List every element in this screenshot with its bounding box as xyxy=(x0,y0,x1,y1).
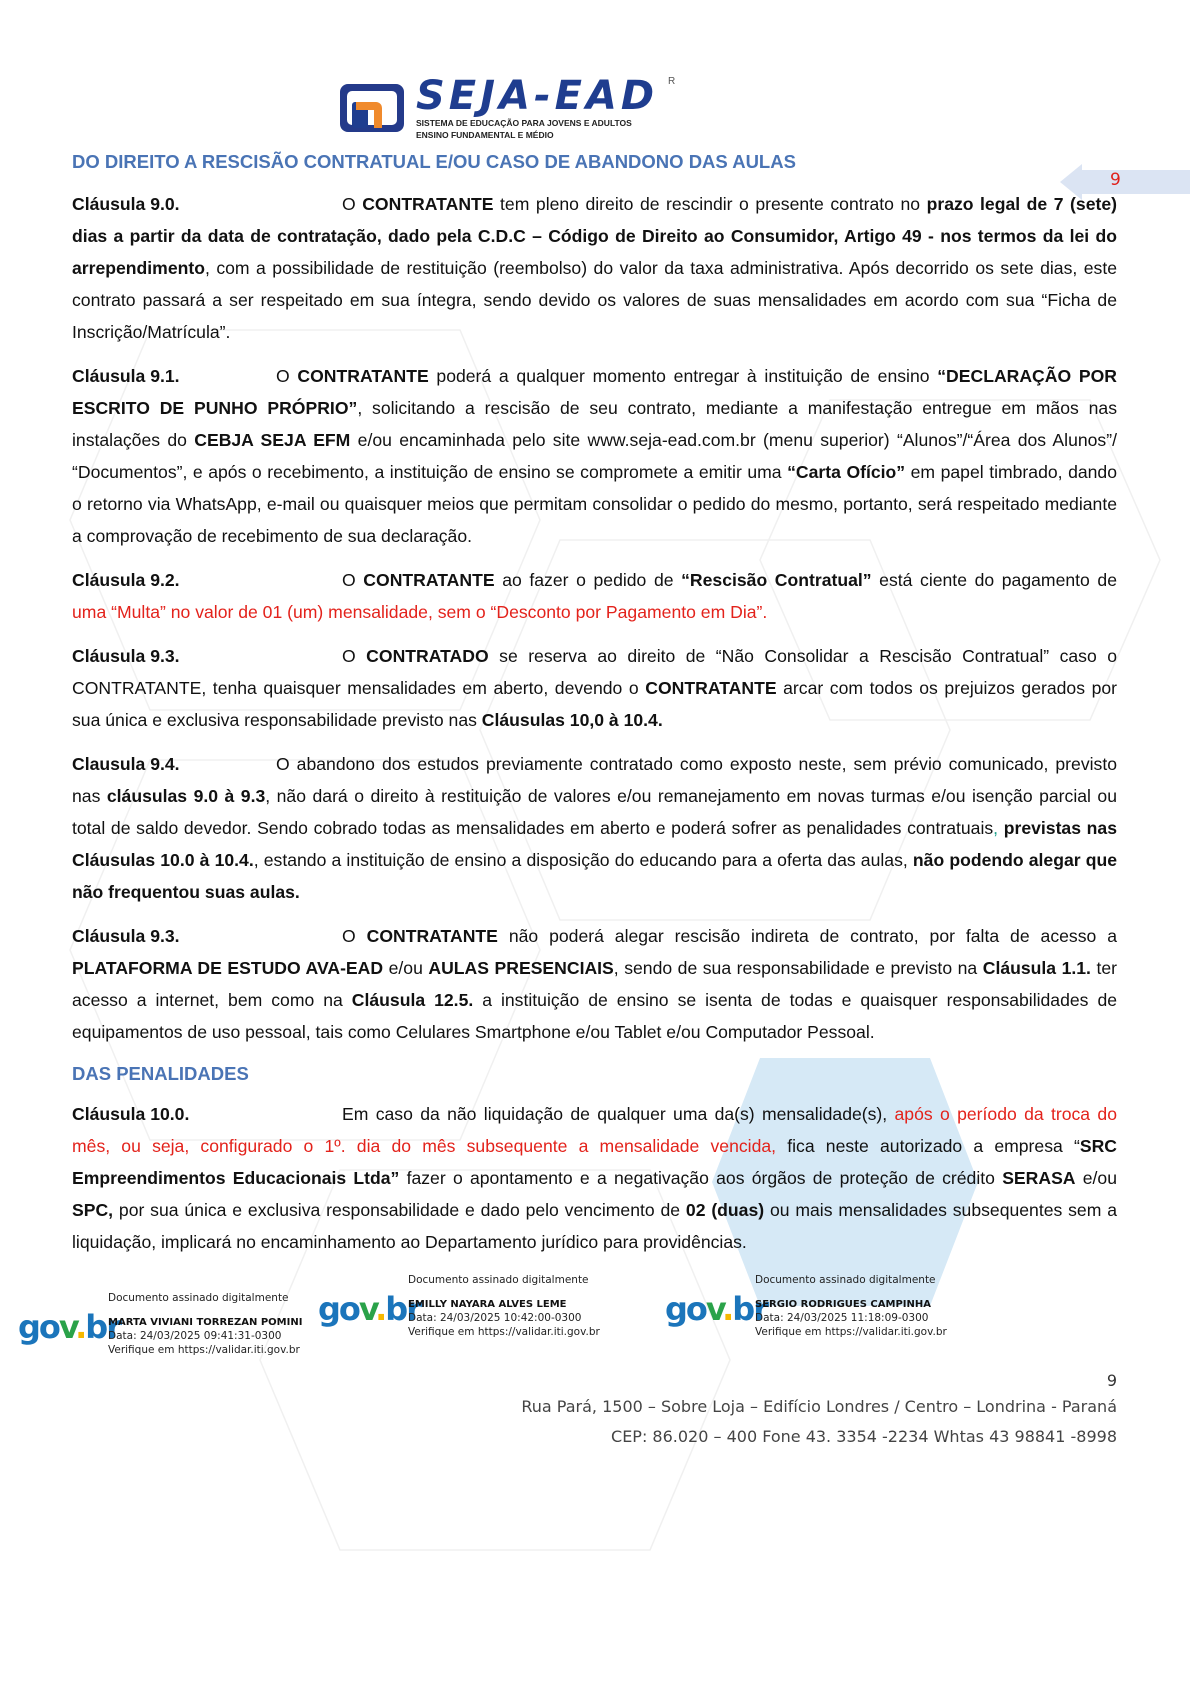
clause-text: Em caso da não liquidação de qualquer uma da(s) mensalidade(s), xyxy=(342,1104,895,1124)
clause-text: O xyxy=(342,646,367,666)
signer-name: EMILLY NAYARA ALVES LEME xyxy=(408,1299,567,1310)
footer-page-number: 9 xyxy=(1106,1371,1117,1390)
govbr-logo: gov.br xyxy=(318,1290,420,1328)
clause-text: fica neste autorizado a empresa “ xyxy=(776,1136,1080,1156)
logo-subtitle-2: ENSINO FUNDAMENTAL E MÉDIO xyxy=(416,130,554,140)
clause-label: Cláusula 9.0. xyxy=(72,194,180,214)
clause-text: e/ou encaminhada pelo site www.seja-ead.com.br (menu superior) “Alunos”/“Área dos Alunos”/ “Documentos”, e após o recebimento, a instituição de ensino se compromete a emitir uma xyxy=(72,430,1117,482)
clause-text-bold: “DECLARAÇÃO POR ESCRITO DE PUNHO PRÓPRIO” xyxy=(72,366,1117,418)
clause-text: ao fazer o pedido de xyxy=(494,570,682,590)
signature-verify-link[interactable]: Verifique em https://validar.iti.gov.br xyxy=(408,1326,600,1338)
logo-registered-mark: R xyxy=(668,76,676,87)
page-footer xyxy=(72,1370,1117,1452)
clause-text-bold: CONTRATANTE xyxy=(362,194,494,214)
clause-text: poderá a qualquer momento entregar à instituição de ensino xyxy=(428,366,938,386)
clause-text-bold: SRC Empreendimentos Educacionais Ltda” xyxy=(72,1136,1117,1188)
clause-text: não poderá alegar rescisão indireta de contrato, por falta de acesso a xyxy=(497,926,1117,946)
govbr-logo: gov.br xyxy=(665,1290,767,1328)
clause-text: arcar com todos os prejuizos gerados por sua única e exclusiva responsabilidade previsto nas xyxy=(72,678,1118,730)
clause-text-bold: CONTRATANTE xyxy=(297,366,429,386)
clause-label: Cláusula 9.3. xyxy=(72,926,180,946)
clause-text: e/ou xyxy=(383,958,429,978)
logo-subtitle-1: SISTEMA DE EDUCAÇÃO PARA JOVENS E ADULTOS xyxy=(416,118,632,128)
signature-block-3 xyxy=(665,1270,965,1360)
clause-label: Cláusula 10.0. xyxy=(72,1104,190,1124)
clause-text: está ciente do pagamento de xyxy=(871,570,1117,590)
section-1-title-row xyxy=(72,150,1121,190)
clause-text: O xyxy=(342,194,363,214)
signature-verify-link[interactable]: Verifique em https://validar.iti.gov.br xyxy=(108,1344,300,1356)
signer-name: SERGIO RODRIGUES CAMPINHA xyxy=(755,1299,931,1310)
clause-text-bold: CONTRATANTE xyxy=(363,570,495,590)
clause-text-bold: “Rescisão Contratual” xyxy=(681,570,872,590)
signature-date: Data: 24/03/2025 11:18:09-0300 xyxy=(755,1312,929,1324)
clause-label: Cláusula 9.2. xyxy=(72,570,180,590)
clause-text-bold: prazo legal de 7 (sete) dias a partir da data de contratação, dado pela C.D.C – Código de Direito ao Consumidor, Artigo 49 - nos termos da lei do arrependimento xyxy=(72,194,1117,278)
page-tab-arrow-icon xyxy=(1060,164,1190,200)
clause-9-1 xyxy=(72,360,1117,552)
clause-text-highlight: após o período da troca do mês, ou seja, configurado o 1º. dia do mês subsequente a mensalidade vencida, xyxy=(72,1104,1117,1156)
logo-brand-text: SEJA-EAD xyxy=(416,73,659,119)
clause-text: , xyxy=(993,818,999,838)
clause-text: ou mais mensalidades subsequentes sem a liquidação, implicará no encaminhamento ao Departamento jurídico para providências. xyxy=(72,1200,1117,1252)
section-title-rescisao: DO DIREITO A RESCISÃO CONTRATUAL E/OU CASO DE ABANDONO DAS AULAS xyxy=(72,151,796,172)
clause-label: Cláusula 9.3. xyxy=(72,646,180,666)
clause-text: a instituição de ensino se isenta de todas e quaisquer responsabilidades de equipamentos de uso pessoal, tais como Celulares Smartphone e/ou Tablet e/ou Computador Pessoal. xyxy=(72,990,1118,1042)
seja-ead-logo xyxy=(338,73,676,140)
clause-text: por sua única e exclusiva responsabilidade e dado pelo vencimento de xyxy=(113,1200,686,1220)
clause-text: O xyxy=(342,926,367,946)
page-number-tab xyxy=(1060,164,1190,200)
section-title-penalidades: DAS PENALIDADES xyxy=(72,1063,249,1084)
govbr-logo: gov.br xyxy=(18,1308,120,1346)
clause-text: ter acesso a internet, bem como na xyxy=(72,958,1117,1010)
clause-text-bold: SERASA xyxy=(1002,1168,1076,1188)
clause-text-bold: “Carta Ofício” xyxy=(787,462,906,482)
clause-text: O abandono dos estudos previamente contratado como exposto neste, sem prévio comunicado, previsto nas xyxy=(72,754,1117,806)
clause-text: O xyxy=(342,570,364,590)
page-header xyxy=(72,73,1117,146)
clause-10-0 xyxy=(72,1098,1117,1258)
signature-verify-link[interactable]: Verifique em https://validar.iti.gov.br xyxy=(755,1326,947,1338)
signature-caption: Documento assinado digitalmente xyxy=(108,1292,289,1304)
clause-9-4 xyxy=(72,748,1117,908)
clause-text-bold: Cláusulas 10,0 à 10.4. xyxy=(481,710,663,730)
clause-text-bold: PLATAFORMA DE ESTUDO AVA-EAD xyxy=(72,958,384,978)
clause-9-2 xyxy=(72,564,1117,628)
clause-text-bold: CONTRATADO xyxy=(366,646,489,666)
signature-date: Data: 24/03/2025 09:41:31-0300 xyxy=(108,1330,282,1342)
clause-text-bold: CEBJA SEJA EFM xyxy=(194,430,351,450)
signature-block-1 xyxy=(18,1288,318,1378)
signature-caption: Documento assinado digitalmente xyxy=(755,1274,936,1286)
clause-text-bold: AULAS PRESENCIAIS xyxy=(428,958,614,978)
clause-9-3 xyxy=(72,640,1117,736)
clause-text: O xyxy=(276,366,298,386)
clause-text: em papel timbrado, dando o retorno via WhatsApp, e-mail ou quaisquer meios que permitam consolidar o pedido do mesmo, portanto, será respeitado mediante a comprovação de recebimento de sua declaração. xyxy=(72,462,1117,546)
clause-text-bold: cláusulas 9.0 à 9.3 xyxy=(106,786,266,806)
page-tab-number: 9 xyxy=(1110,170,1121,190)
clause-text-bold: SPC, xyxy=(72,1200,114,1220)
clause-text: , não dará o direito à restituição de valores e/ou remanejamento em novas turmas e/ou isenção parcial ou total de saldo devedor. Sendo cobrado todas as mensalidades em aberto e poderá sofrer as penalidades contratuais xyxy=(72,786,1118,838)
clause-text-highlight: uma “Multa” no valor de 01 (um) mensalidade, sem o “Desconto por Pagamento em Dia”. xyxy=(72,602,768,622)
clause-9-3-b xyxy=(72,920,1117,1048)
clause-label: Cláusula 9.1. xyxy=(72,366,180,386)
clause-text-bold: 02 (duas) xyxy=(685,1200,765,1220)
clause-label: Clausula 9.4. xyxy=(72,754,180,774)
clause-text: , solicitando a rescisão de seu contrato, mediante a manifestação entregue em mãos nas instalações do xyxy=(72,398,1117,450)
clause-text: , com a possibilidade de restituição (reembolso) do valor da taxa administrativa. Após decorrido os sete dias, este contrato passará a ser respeitado em sua íntegra, sendo devido os valores de suas mensalidades em acordo com sua “Ficha de Inscrição/Matrícula”. xyxy=(72,258,1117,342)
clause-text: , estando a instituição de ensino a disposição do educando para a oferta das aulas, xyxy=(253,850,913,870)
clause-text: e/ou xyxy=(1075,1168,1118,1188)
clause-text-bold: não podendo alegar que não frequentou suas aulas. xyxy=(72,850,1118,902)
clause-9-0 xyxy=(72,188,1117,348)
clause-text-bold: CONTRATANTE xyxy=(366,926,498,946)
logo-mark-icon xyxy=(338,82,406,134)
signatures-row xyxy=(18,1270,1117,1366)
signature-date: Data: 24/03/2025 10:42:00-0300 xyxy=(408,1312,582,1324)
clause-text-bold: Cláusula 1.1. xyxy=(982,958,1091,978)
clause-text: tem pleno direito de rescindir o presente contrato no xyxy=(493,194,927,214)
clause-text: , sendo de sua responsabilidade e previsto na xyxy=(613,958,983,978)
clause-text: se reserva ao direito de “Não Consolidar a Rescisão Contratual” caso o CONTRATANTE, tenha quaisquer mensalidades em aberto, devendo o xyxy=(72,646,1118,698)
clause-text-bold: CONTRATANTE xyxy=(645,678,777,698)
footer-contact: CEP: 86.020 – 400 Fone 43. 3354 -2234 Whtas 43 98841 -8998 xyxy=(611,1427,1117,1446)
footer-address: Rua Pará, 1500 – Sobre Loja – Edifício Londres / Centro – Londrina - Paraná xyxy=(521,1397,1117,1416)
clause-text-bold: previstas nas Cláusulas 10.0 à 10.4. xyxy=(72,818,1117,870)
clause-text: fazer o apontamento e a negativação aos órgãos de proteção de crédito xyxy=(399,1168,1003,1188)
signature-caption: Documento assinado digitalmente xyxy=(408,1274,589,1286)
clause-text-bold: Cláusula 12.5. xyxy=(351,990,474,1010)
signature-block-2 xyxy=(318,1270,618,1360)
signer-name: MARTA VIVIANI TORREZAN POMINI xyxy=(108,1317,303,1328)
